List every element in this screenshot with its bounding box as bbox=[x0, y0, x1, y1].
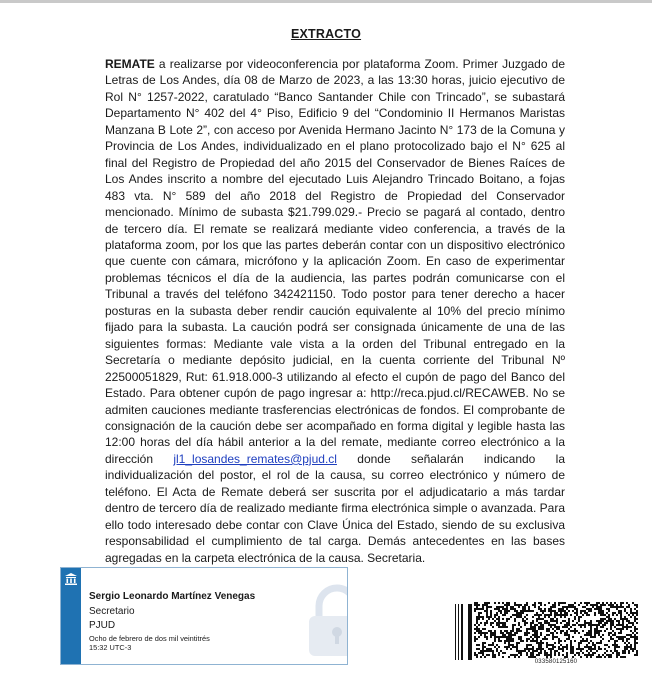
top-border bbox=[0, 0, 652, 3]
signer-role: Secretario bbox=[89, 606, 135, 617]
signature-time: 15:32 UTC-3 bbox=[89, 643, 132, 652]
body-text-part1: a realizarse por videoconferencia por plataforma Zoom. Primer Juzgado de Letras de Los Andes, día 08 de Marzo de 2023, a las 13:30 horas, juicio ejecutivo de Rol N° 1257-2022, caratulado “Banco Santander Chile con Trincado”, se subastará Departamento N° 402 del 4° Piso, Edificio 9 del “Condominio II Hermanos Maristas Manzana B Lote 2”, con acceso por Avenida Hermano Jacinto N° 173 de la Comuna y Provincia de Los Andes, individualizado en el plano protocolizado bajo el N° 625 al final del Registro de Propiedad del año 2015 del Conservador de Bienes Raíces de Los Andes inscrito a nombre del ejecutado Luis Alejandro Trincado Boitano, a fojas 483 vta. N° 589 del año 2018 del Registro de Propiedad del Conservador mencionado. Mínimo de subasta $21.799.029.- Precio se pagará al contado, dentro de tercero día. El remate se realizará mediante video conferencia, a través de la plataforma zoom, por los que las partes deberán contar con un dispositivo electrónico que cuente con cámara, micrófono y la aplicación Zoom. En caso de experimentar problemas técnicos el día de la audiencia, las partes podrán comunicarse con el Tribunal a través del teléfono 342421150. Todo postor para tener derecho a hacer posturas en la subasta deber rendir caución equivalente al 10% del precio mínimo fijado para la subasta. La caución podrá ser consignada únicamente de una de las siguientes formas: Mediante vale vista a la orden del Tribunal entregado en la Secretaría o mediante depósito judicial, en la cuenta corriente del Tribunal Nº 22500051829, Rut: 61.918.000-3 utilizando al efecto el cupón de pago del Banco del Estado. Para obtener cupón de pago ingresar a: http://reca.pjud.cl/RECAWEB. No se admiten cauciones mediante trasferencias electrónicas de fondos. El comprobante de consignación de la caución debe ser acompañado en forma digital y legible hasta las 12:00 horas del día hábil anterior a la del remate, mediante correo electrónico a la dirección bbox=[105, 57, 565, 466]
verification-code: 033580125160 bbox=[534, 659, 578, 665]
barcode-icon bbox=[454, 604, 472, 660]
body-text-part2: donde señalarán indicando la individualización del postor, el rol de la causa, su correo electrónico y número de teléfono. El Acta de Remate deberá ser suscrita por el adjudicatario a más tardar dentro de tercero día de realizado mediante firma electrónica simple o avanzada. Para ello todo interesado debe contar con Clave Única del Estado, siendo de su exclusiva responsabilidad el cumplimiento de tal carga. Demás antecedentes en las bases agregadas en la carpeta electrónica de la causa. Secretaria. bbox=[105, 451, 566, 565]
email-link[interactable]: jl1_losandes_remates@pjud.cl bbox=[173, 451, 337, 466]
signature-timestamp bbox=[89, 634, 279, 652]
signer-organization: PJUD bbox=[89, 620, 116, 631]
signature-date: Ocho de febrero de dos mil veintitrés bbox=[89, 634, 210, 643]
signature-strip bbox=[61, 568, 81, 664]
body-lead: REMATE bbox=[105, 57, 155, 71]
courthouse-icon bbox=[64, 572, 78, 586]
signature-box bbox=[60, 567, 348, 665]
document-body bbox=[105, 56, 565, 566]
document-title: EXTRACTO bbox=[290, 27, 362, 41]
qr-code-icon bbox=[474, 602, 638, 658]
padlock-icon bbox=[305, 584, 348, 656]
signer-name: Sergio Leonardo Martínez Venegas bbox=[89, 591, 256, 602]
